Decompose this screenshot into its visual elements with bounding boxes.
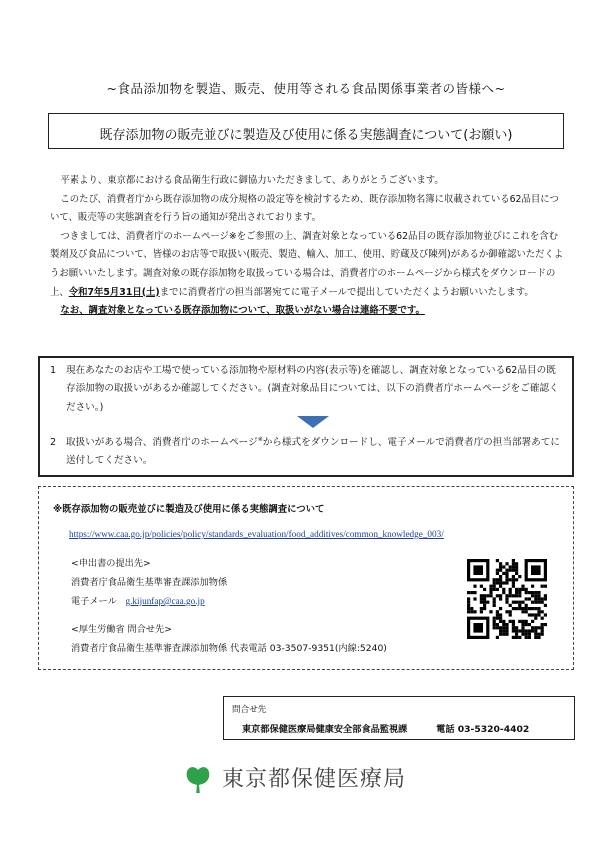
caa-survey-link[interactable]: https://www.caa.go.jp/policies/policy/standards_evaluation/food_additives/common_knowledge_003/ [69, 529, 444, 539]
mhlw-contact-line: 消費者庁食品衛生基準審査課添加物係 代表電話 03-3507-9351(内線:5240) [71, 643, 387, 654]
step-2 [50, 434, 560, 471]
contact-line [242, 721, 529, 735]
bureau-logo-text: 東京都保健医療局 [222, 767, 407, 792]
contact-department: 東京都保健医療局健康安全部食品監視課 [242, 724, 408, 735]
step-2-text [66, 434, 560, 471]
request-text-b: までに消費者庁の担当部署宛てに電子メールで提出していただくようお願いいたします。 [159, 286, 534, 298]
step-1 [50, 362, 560, 417]
contact-phone: 電話 03-5320-4402 [436, 724, 530, 735]
step-1-text: 現在あなたのお店や工場で使っている添加物や原材料の内容(表示等)を確認し、調査対象となっている62品目の既存添加物の取扱いがあるか確認してください。(調査対象品目については、以下の消費者庁ホームページをご確認ください。) [66, 365, 559, 413]
paragraph-notice: このたび、消費者庁から既存添加物の成分規格の設定等を検討するため、既存添加物名簿に収載されている62品目について、販売等の実態調査を行う旨の通知が発出されております。 [50, 193, 559, 224]
contact-label: 問合せ先 [232, 705, 267, 715]
down-arrow-icon [297, 416, 329, 428]
qr-code-icon[interactable] [467, 559, 547, 639]
submit-department: 消費者庁食品衛生基準審査課添加物係 [71, 577, 228, 588]
paragraph-request [50, 228, 566, 302]
paragraph-no-contact: なお、調査対象となっている既存添加物について、取扱いがない場合は連絡不要です。 [60, 305, 425, 317]
paragraph-greeting: 平素より、東京都における食品衛生行政に御協力いただきまして、ありがとうございます。 [60, 175, 444, 186]
reference-title: ※既存添加物の販売並びに製造及び使用に係る実態調査について [53, 504, 325, 515]
contact-box [223, 696, 575, 740]
submit-heading: <申出書の提出先> [71, 558, 151, 569]
step-2-number: 2 [50, 437, 57, 448]
mhlw-heading: <厚生労働省 問合せ先> [71, 624, 173, 635]
steps-box [38, 356, 574, 477]
step-2-text-b: から様式をダウンロードし、電子メールで消費者庁の担当部署あてに送付してください。 [66, 437, 560, 467]
email-label: 電子メール [71, 596, 117, 607]
deadline-date: 令和7年5月31日(土) [68, 286, 160, 298]
step-2-mark: ※ [257, 435, 263, 443]
page-subtitle: ~食品添加物を製造、販売、使用等される食品関係事業者の皆様へ~ [106, 81, 506, 96]
tokyo-ginkgo-icon [184, 764, 212, 794]
step-1-number: 1 [50, 365, 57, 376]
step-2-text-a: 取扱いがある場合、消費者庁のホームページ [66, 437, 258, 448]
email-row [71, 593, 205, 607]
email-link[interactable]: g.kijunfap@caa.go.jp [125, 596, 205, 606]
body-text [50, 172, 566, 321]
page-title: 既存添加物の販売並びに製造及び使用に係る実態調査について(お願い) [99, 128, 513, 143]
request-text-a: つきましては、消費者庁のホームページ※をご参照の上、調査対象となっている62品目の既存添加物並びにこれを含む製剤及び食品について、皆様のお店等で取扱い(販売、製造、輸入、加工、使用、貯蔵及び陳列)があるか御確認いただくようお願いいたします。調査対象の既存添加物を取扱っている場合は、消費者庁のホームページから様式をダウンロードの上、 [50, 230, 564, 298]
title-box [48, 113, 564, 149]
reference-box [38, 486, 574, 670]
